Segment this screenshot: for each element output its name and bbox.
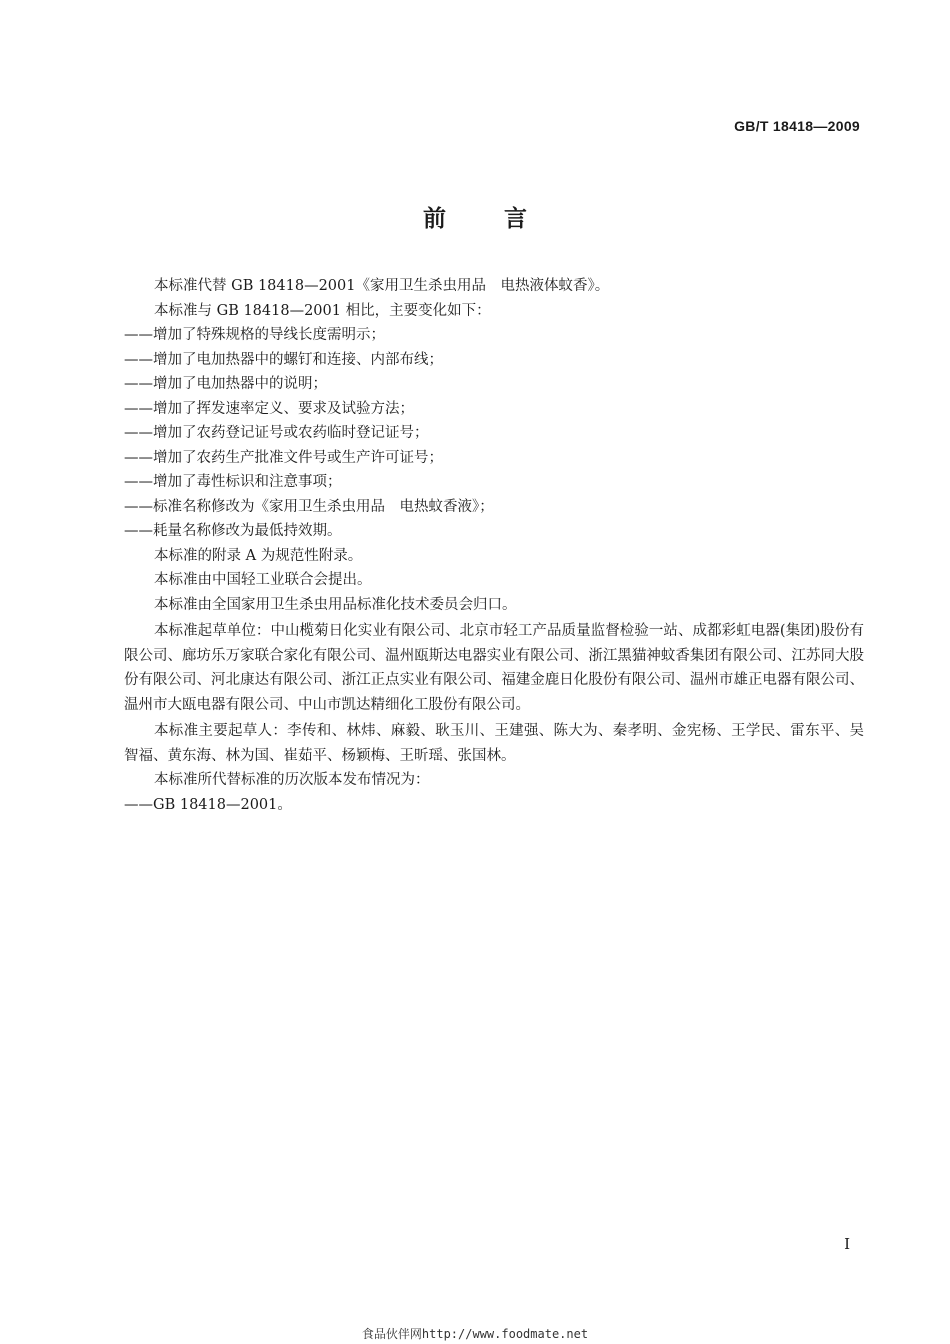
- change-item: ——增加了电加热器中的说明；: [124, 376, 327, 392]
- page-number: I: [844, 1235, 850, 1253]
- changes-intro: 本标准与 GB 18418—2001 相比，主要变化如下：: [154, 302, 491, 319]
- drafters: 本标准主要起草人：李传和、林炜、麻毅、耿玉川、王建强、陈大为、秦孝明、金宪杨、王学民、雷东平、吴智福、黄东海、林为国、崔茹平、杨颖梅、王昕瑶、张国林。: [124, 723, 864, 764]
- change-item: ——增加了农药登记证号或农药临时登记证号；: [124, 425, 429, 441]
- change-item: ——增加了挥发速率定义、要求及试验方法；: [124, 400, 414, 417]
- proposer-statement: 本标准由中国轻工业联合会提出。: [154, 572, 372, 588]
- change-item: ——耗量名称修改为最低持效期。: [124, 523, 342, 539]
- page-title: 前言: [423, 206, 585, 232]
- footer-watermark: 食品伙伴网http://www.foodmate.net: [361, 1327, 589, 1341]
- document-body: [124, 274, 864, 817]
- history-intro: 本标准所代替标准的历次版本发布情况为：: [154, 772, 430, 788]
- change-item: ——标准名称修改为《家用卫生杀虫用品 电热蚊香液》；: [124, 498, 494, 515]
- change-item: ——增加了农药生产批准文件号或生产许可证号；: [124, 449, 443, 466]
- change-item: ——增加了特殊规格的导线长度需明示；: [124, 327, 385, 343]
- appendix-statement: 本标准的附录 A 为规范性附录。: [154, 547, 363, 564]
- standard-number: GB/T 18418—2009: [734, 118, 860, 134]
- committee-statement: 本标准由全国家用卫生杀虫用品标准化技术委员会归口。: [154, 596, 517, 613]
- history-item: ——GB 18418—2001。: [124, 796, 292, 813]
- replace-statement: 本标准代替 GB 18418—2001《家用卫生杀虫用品 电热液体蚊香》。: [154, 278, 610, 294]
- change-item: ——增加了电加热器中的螺钉和连接、内部布线；: [124, 351, 443, 368]
- change-item: ——增加了毒性标识和注意事项；: [124, 474, 342, 490]
- drafting-units: 本标准起草单位：中山榄菊日化实业有限公司、北京市轻工产品质量监督检验一站、成都彩虹电器(集团)股份有限公司、廊坊乐万家联合家化有限公司、温州瓯斯达电器实业有限公司、浙江黑猫神蚊香集团有限公司、江苏同大股份有限公司、河北康达有限公司、浙江正点实业有限公司、福建金鹿日化股份有限公司、温州市雄正电器有限公司、温州市大瓯电器有限公司、中山市凯达精细化工股份有限公司。: [124, 623, 864, 713]
